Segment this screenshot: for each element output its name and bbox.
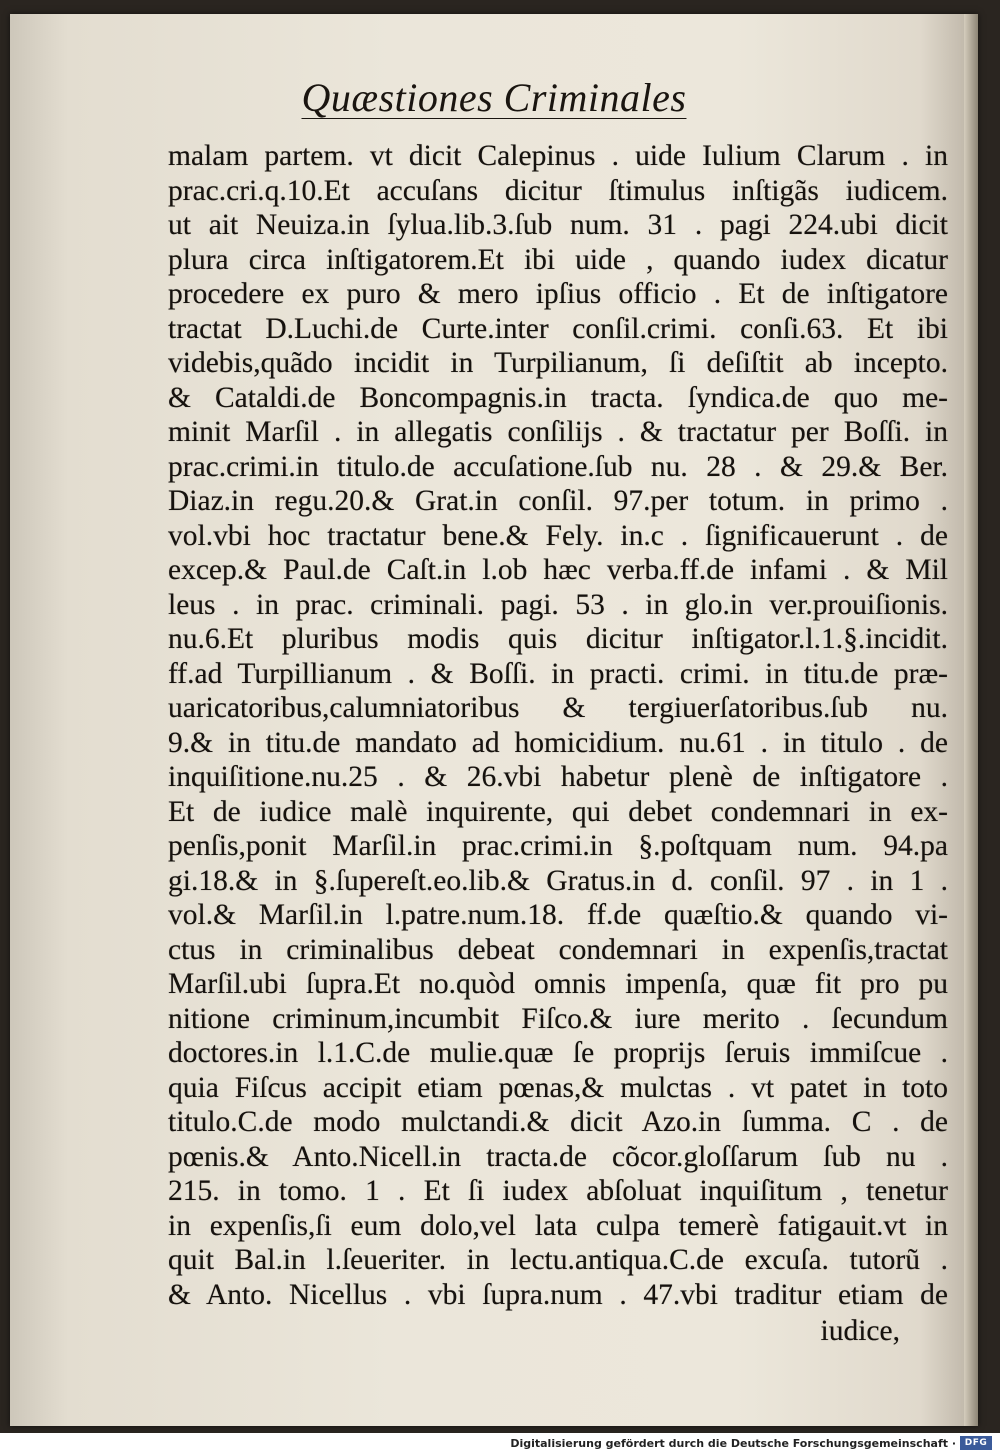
text-line: tractat D.Luchi.de Curte.inter conſil.crimi. conſi.63. Et ibi xyxy=(168,312,948,345)
digitization-footer xyxy=(0,1433,1000,1455)
text-line: Diaz.in regu.20.& Grat.in conſil. 97.per totum. in primo . xyxy=(168,485,948,517)
text-line: gi.18.& in §.ſupereſt.eo.lib.& Gratus.in d. conſil. 97 . in 1 . xyxy=(168,864,948,897)
text-line: leus . in prac. criminali. pagi. 53 . in glo.in ver.prouiſionis. xyxy=(168,588,948,621)
text-line: ut ait Neuiza.in ſylua.lib.3.ſub num. 31 . pagi 224.ubi dicit xyxy=(168,209,948,241)
text-line: & Anto. Nicellus . vbi ſupra.num . 47.vbi traditur etiam de xyxy=(168,1278,948,1311)
footer-credit: Digitalisierung gefördert durch die Deutsche Forschungsgemeinschaft · xyxy=(510,1437,956,1450)
text-line: Et de iudice malè inquirente, qui debet condemnari in ex- xyxy=(168,795,948,828)
text-line: penſis,ponit Marſil.in prac.crimi.in §.poſtquam num. 94.pa xyxy=(168,830,948,862)
text-line: ctus in criminalibus debeat condemnari in expenſis,tractat xyxy=(168,933,948,966)
text-line: in expenſis,ſi eum dolo,vel lata culpa temerè fatigauit.vt in xyxy=(168,1209,948,1242)
text-line: Marſil.ubi ſupra.Et no.quòd omnis impenſa, quæ fit pro pu xyxy=(168,968,948,1000)
text-line: ff.ad Turpillianum . & Boſſi. in practi. crimi. in titu.de præ- xyxy=(168,657,948,690)
text-line: excep.& Paul.de Caſt.in l.ob hæc verba.ff.de infami . & Mil xyxy=(168,554,948,586)
text-line: videbis,quãdo incidit in Turpilianum, ſi deſiſtit ab incepto. xyxy=(168,347,948,379)
text-line: 9.& in titu.de mandato ad homicidium. nu.61 . in titulo . de xyxy=(168,726,948,759)
text-line: prac.crimi.in titulo.de accuſatione.ſub nu. 28 . & 29.& Ber. xyxy=(168,450,948,483)
text-line: doctores.in l.1.C.de mulie.quæ ſe proprijs ſeruis immiſcue . xyxy=(168,1037,948,1069)
page-edge xyxy=(964,14,978,1426)
running-head: Quæstiones Criminales xyxy=(301,75,687,120)
text-line: plura circa inſtigatorem.Et ibi uide , quando iudex dicatur xyxy=(168,243,948,276)
text-line: quit Bal.in l.ſeueriter. in lectu.antiqua.C.de excuſa. tutorũ . xyxy=(168,1244,948,1276)
text-line: 215. in tomo. 1 . Et ſi iudex abſoluat inquiſitum , tenetur xyxy=(168,1175,948,1207)
text-line: minit Marſil . in allegatis conſilijs . & tractatur per Boſſi. in xyxy=(168,416,948,448)
body-text xyxy=(168,139,948,1349)
text-line: nitione criminum,incumbit Fiſco.& iure merito . ſecundum xyxy=(168,1002,948,1035)
text-line: uaricatoribus,calumniatoribus & tergiuerſatoribus.ſub nu. xyxy=(168,692,948,724)
text-line: & Cataldi.de Boncompagnis.in tracta. ſyndica.de quo me- xyxy=(168,381,948,414)
text-line: prac.cri.q.10.Et accuſans dicitur ſtimulus inſtigãs iudicem. xyxy=(168,174,948,207)
dfg-logo: DFG xyxy=(960,1436,992,1450)
text-line: vol.& Marſil.in l.patre.num.18. ff.de quæſtio.& quando vi- xyxy=(168,899,948,931)
text-line: inquiſitione.nu.25 . & 26.vbi habetur plenè de inſtigatore . xyxy=(168,761,948,793)
catchword: iudice, xyxy=(820,1315,900,1347)
text-line: pœnis.& Anto.Nicell.in tracta.de cõcor.gloſſarum ſub nu . xyxy=(168,1140,948,1173)
text-line: malam partem. vt dicit Calepinus . uide Iulium Clarum . in xyxy=(168,140,948,172)
text-line: titulo.C.de modo mulctandi.& dicit Azo.in ſumma. C . de xyxy=(168,1106,948,1138)
text-line: quia Fiſcus accipit etiam pœnas,& mulctas . vt patet in toto xyxy=(168,1071,948,1104)
text-line: procedere ex puro & mero ipſius officio . Et de inſtigatore xyxy=(168,278,948,310)
book-page xyxy=(10,14,978,1426)
text-line: vol.vbi hoc tractatur bene.& Fely. in.c . ſignificauerunt . de xyxy=(168,519,948,552)
text-line: nu.6.Et pluribus modis quis dicitur inſtigator.l.1.§.incidit. xyxy=(168,623,948,655)
